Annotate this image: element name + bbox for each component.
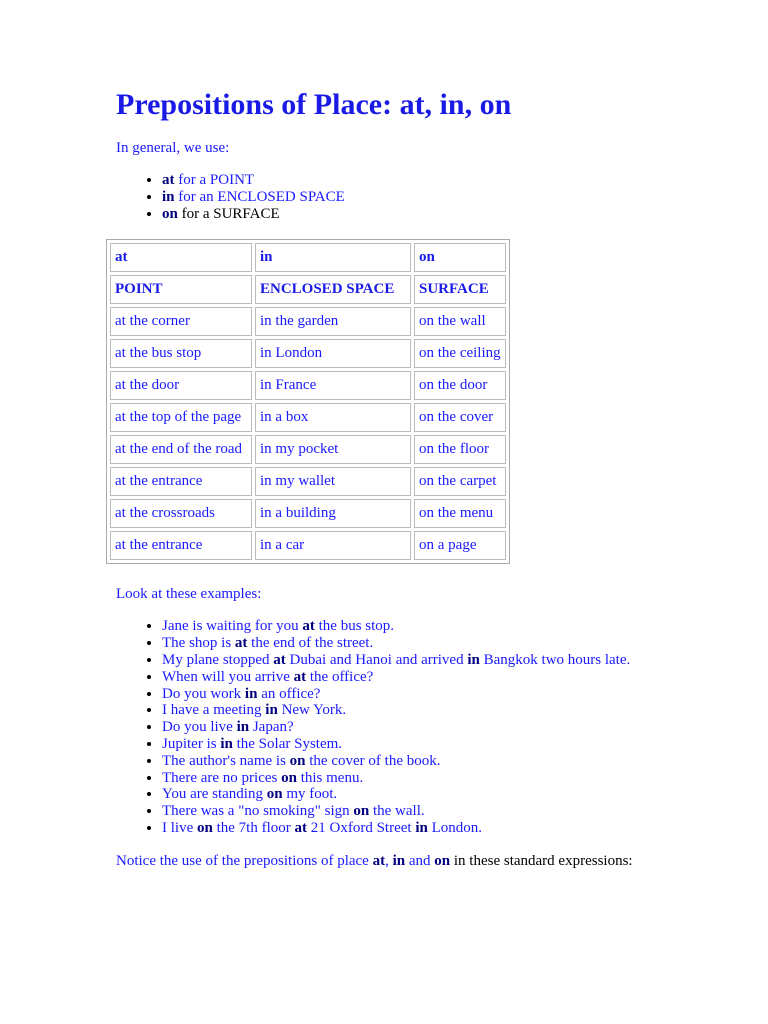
text-run: There was a "no smoking" sign <box>162 803 354 820</box>
text-run: Japan? <box>249 719 294 736</box>
prepositions-table <box>106 239 510 564</box>
text-run: I have a meeting <box>162 702 266 719</box>
example-item <box>162 820 768 837</box>
text-run: an office? <box>257 685 321 702</box>
table-cell: at <box>110 243 252 272</box>
use-item <box>162 206 768 223</box>
bold-preposition: at <box>293 668 307 685</box>
use-preposition: at <box>162 172 175 188</box>
table-cell: on a page <box>414 531 506 560</box>
text-run: You are standing <box>162 786 267 803</box>
text-run: I live <box>162 819 197 836</box>
use-item <box>162 172 768 189</box>
examples-intro: Look at these examples: <box>116 586 262 603</box>
text-run: the wall. <box>369 803 425 820</box>
example-item <box>162 753 768 770</box>
table-cell: ENCLOSED SPACE <box>255 275 411 304</box>
table-row <box>110 371 506 400</box>
text-run: the cover of the book. <box>305 752 441 769</box>
example-item <box>162 702 768 719</box>
text-run: When will you arrive <box>162 668 294 685</box>
bold-preposition: on <box>281 769 297 786</box>
table-cell: at the entrance <box>110 531 252 560</box>
bold-preposition: in <box>392 852 406 869</box>
table-row <box>110 499 506 528</box>
table-subheader-row <box>110 275 506 304</box>
table-cell: in a building <box>255 499 411 528</box>
text-run: Bangkok two hours late. <box>479 651 631 668</box>
table-cell: on the floor <box>414 435 506 464</box>
table-cell: in London <box>255 339 411 368</box>
text-run: my foot. <box>282 786 338 803</box>
bold-preposition: on <box>434 852 451 869</box>
table-cell: at the top of the page <box>110 403 252 432</box>
table-cell: in a car <box>255 531 411 560</box>
table-cell: on <box>414 243 506 272</box>
table-row <box>110 435 506 464</box>
bold-preposition: in <box>265 702 278 719</box>
use-preposition: on <box>162 205 178 222</box>
bold-preposition: in <box>244 685 258 702</box>
use-preposition: in <box>162 188 175 205</box>
text-run: this menu. <box>296 769 364 786</box>
text-run: the Solar System. <box>232 735 343 752</box>
bold-preposition: in <box>467 651 480 668</box>
bold-preposition: in <box>415 819 428 836</box>
examples-list <box>116 618 768 836</box>
table-cell: at the end of the road <box>110 435 252 464</box>
table-row <box>110 339 506 368</box>
table-cell: POINT <box>110 275 252 304</box>
use-description: for a SURFACE <box>177 205 280 222</box>
example-item <box>162 719 768 736</box>
notice-text <box>116 853 768 870</box>
intro-text: In general, we use: <box>116 140 230 156</box>
text-run: Jupiter is <box>162 735 221 752</box>
table-cell: at the door <box>110 371 252 400</box>
table-cell: on the cover <box>414 403 506 432</box>
example-item <box>162 770 768 787</box>
table-row <box>110 531 506 560</box>
table-row <box>110 467 506 496</box>
table-cell: at the bus stop <box>110 339 252 368</box>
example-item <box>162 652 768 669</box>
example-item <box>162 803 768 820</box>
table-cell: at the crossroads <box>110 499 252 528</box>
table-cell: in <box>255 243 411 272</box>
table-row <box>110 307 506 336</box>
text-run: the office? <box>306 668 374 685</box>
table-cell: in a box <box>255 403 411 432</box>
bold-preposition: at <box>273 651 286 668</box>
table-cell: on the carpet <box>414 467 506 496</box>
uses-list <box>116 172 768 222</box>
bold-preposition: in <box>220 735 233 752</box>
page-title: Prepositions of Place: at, in, on <box>116 88 512 121</box>
bold-preposition: on <box>197 819 213 836</box>
example-item <box>162 686 768 703</box>
table-cell: in France <box>255 371 411 400</box>
text-run: New York. <box>277 702 347 719</box>
table-cell: on the ceiling <box>414 339 506 368</box>
table-cell: in the garden <box>255 307 411 336</box>
table-cell: at the entrance <box>110 467 252 496</box>
table-cell: SURFACE <box>414 275 506 304</box>
table-row <box>110 403 506 432</box>
table-cell: at the corner <box>110 307 252 336</box>
text-run: Jane is waiting for you <box>162 618 303 635</box>
text-run: the end of the street. <box>247 635 374 652</box>
table-cell: in my pocket <box>255 435 411 464</box>
text-run: The shop is <box>162 635 235 652</box>
use-item <box>162 189 768 206</box>
bold-preposition: at <box>372 852 386 869</box>
text-run: , <box>385 852 393 869</box>
use-description: for an ENCLOSED SPACE <box>174 188 345 205</box>
text-run: the 7th floor <box>212 819 295 836</box>
example-item <box>162 736 768 753</box>
table-cell: on the wall <box>414 307 506 336</box>
bold-preposition: at <box>294 819 307 836</box>
text-run: in these standard expressions: <box>450 852 633 869</box>
bold-preposition: at <box>234 635 248 652</box>
table-cell: on the menu <box>414 499 506 528</box>
text-run: London. <box>427 819 482 836</box>
text-run: and <box>405 852 435 869</box>
bold-preposition: in <box>236 719 250 736</box>
text-run: Notice the use of the prepositions of place <box>116 852 373 869</box>
example-item <box>162 618 768 635</box>
example-item <box>162 669 768 686</box>
text-run: There are no prices <box>162 769 282 786</box>
text-run: My plane stopped <box>162 651 274 668</box>
example-item <box>162 635 768 652</box>
bold-preposition: on <box>353 803 370 820</box>
text-run: 21 Oxford Street <box>307 819 416 836</box>
text-run: The author's name is <box>162 752 290 769</box>
table-cell: on the door <box>414 371 506 400</box>
example-item <box>162 786 768 803</box>
use-description: for a POINT <box>174 172 255 188</box>
text-run: Do you work <box>162 685 245 702</box>
text-run: Dubai and Hanoi and arrived <box>285 651 468 668</box>
bold-preposition: on <box>266 786 283 803</box>
table-cell: in my wallet <box>255 467 411 496</box>
text-run: the bus stop. <box>314 618 395 635</box>
table-header-row <box>110 243 506 272</box>
bold-preposition: on <box>289 752 306 769</box>
bold-preposition: at <box>302 618 315 635</box>
text-run: Do you live <box>162 719 237 736</box>
